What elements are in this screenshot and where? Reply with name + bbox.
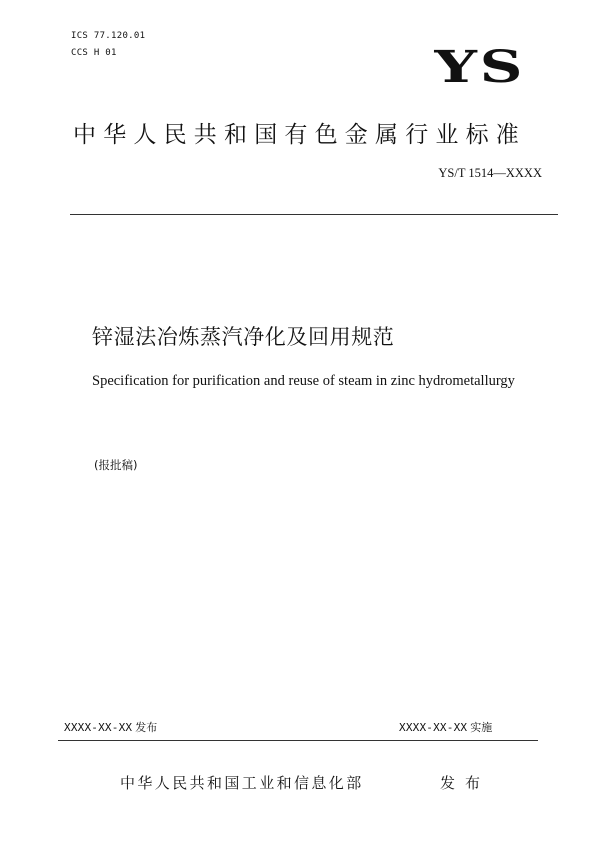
publish-label: 发布 [135, 721, 158, 734]
authority-action: 发布 [440, 774, 491, 792]
implement-date-line [399, 719, 492, 735]
document-title-cn: 锌湿法冶炼蒸汽净化及回用规范 [92, 325, 395, 349]
footer-divider [58, 740, 538, 741]
publish-date: XXXX-XX-XX [64, 721, 133, 734]
ccs-code: CCS H 01 [71, 48, 117, 58]
implement-label: 实施 [470, 721, 493, 734]
publish-date-line [64, 719, 157, 735]
ys-logo: YS [434, 42, 525, 93]
issuing-authority: 中华人民共和国工业和信息化部 [120, 774, 364, 792]
header-divider [70, 214, 558, 215]
ics-code: ICS 77.120.01 [71, 31, 146, 41]
implement-date: XXXX-XX-XX [399, 721, 468, 734]
draft-status: (报批稿) [94, 458, 138, 472]
document-title-en: Specification for purification and reuse of steam in zinc hydrometallurgy [92, 373, 515, 389]
organization-title: 中华人民共和国有色金属行业标准 [73, 122, 526, 148]
standard-number: YS/T 1514—XXXX [438, 166, 542, 180]
